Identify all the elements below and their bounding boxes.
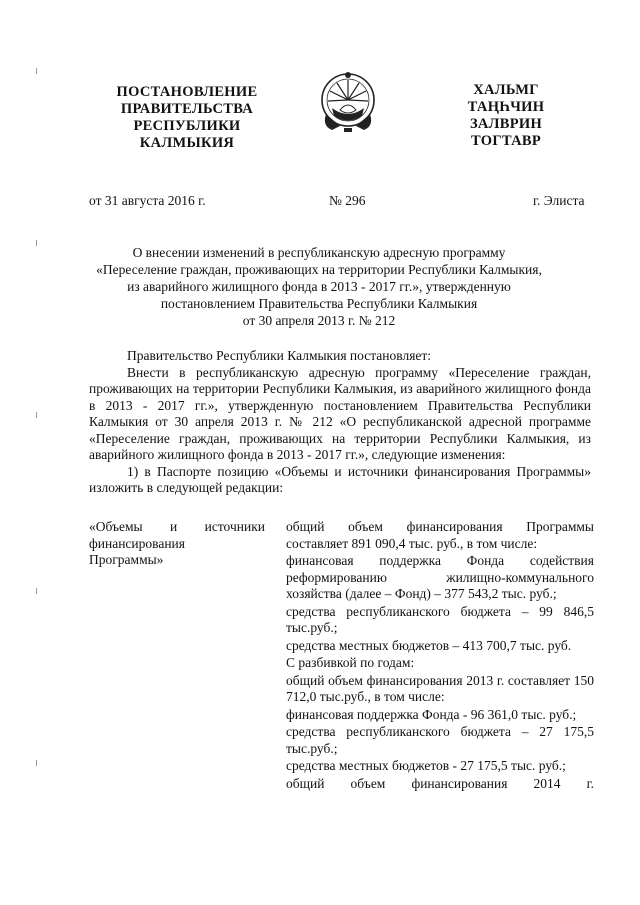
- header-right-line: ТАҢҺЧИН: [467, 99, 545, 115]
- financing-item: средства местных бюджетов – 413 700,7 тыс. руб.: [286, 637, 572, 653]
- financing-table-values: [286, 519, 594, 793]
- resolution-item-1: 1) в Паспорте позицию «Объемы и источники финансирования Программы» изложить в следующей редакции:: [89, 463, 591, 495]
- header-left-line: ПОСТАНОВЛЕНИЕ: [116, 84, 258, 100]
- financing-item: общий объем финансирования 2013 г. составляет 150 712,0 тыс.руб., в том числе:: [286, 672, 594, 704]
- financing-item: финансовая поддержка Фонда - 96 361,0 тыс. руб.;: [286, 706, 577, 722]
- scan-margin-mark: [36, 760, 37, 766]
- document-title: [78, 244, 560, 329]
- title-line: от 30 апреля 2013 г. № 212: [242, 313, 396, 328]
- document-number: № 296: [329, 193, 366, 208]
- header-right-line: ХАЛЬМГ: [473, 82, 539, 98]
- table-label-line: Программы»: [89, 552, 164, 567]
- header-left-title: [96, 84, 278, 152]
- scan-margin-mark: [36, 68, 37, 74]
- header-left-line: РЕСПУБЛИКИ: [133, 118, 241, 134]
- document-date: от 31 августа 2016 г.: [89, 193, 206, 208]
- header-right-title: [452, 82, 560, 150]
- title-line: О внесении изменений в республиканскую адресную программу: [132, 245, 506, 260]
- header-left-line: КАЛМЫКИЯ: [139, 135, 235, 151]
- financing-item: средства местных бюджетов - 27 175,5 тыс. руб.;: [286, 758, 566, 773]
- resolution-paragraph: Внести в республиканскую адресную программу «Переселение граждан, проживающих на территории Республики Калмыкия, из аварийного жилищного фонда в 2013 - 2017 гг.», утвержденную постановлением Правительства Республики Калмыкия от 30 апреля 2013 г. № 212 «О республиканской адресной программе «Переселение граждан, проживающих на территории Республики Калмыкия, из аварийного жилищного фонда в 2013 - 2017 гг.», следующие изменения:: [89, 364, 591, 462]
- document-body: [89, 348, 591, 497]
- table-label-line: «Объемы и источники: [89, 519, 265, 534]
- title-line: постановлением Правительства Республики Калмыкия: [160, 296, 478, 311]
- scan-margin-mark: [36, 412, 37, 418]
- header-right-line: ЗАЛВРИН: [469, 116, 543, 132]
- financing-table-label: [89, 519, 265, 569]
- financing-item: общий объем финансирования Программы составляет 891 090,4 тыс. руб., в том числе:: [286, 519, 594, 551]
- financing-item: финансовая поддержка Фонда содействия реформированию жилищно-коммунального хозяйства (далее – Фонд) – 377 543,2 тыс. руб.;: [286, 553, 594, 601]
- financing-item: С разбивкой по годам:: [286, 655, 415, 670]
- financing-item: общий объем финансирования 2014 г.: [286, 775, 594, 791]
- resolution-intro: Правительство Республики Калмыкия постановляет:: [127, 348, 432, 363]
- table-label-line: финансирования: [89, 535, 185, 551]
- scan-margin-mark: [36, 588, 37, 594]
- header-left-line: ПРАВИТЕЛЬСТВА: [120, 101, 254, 117]
- kalmykia-coat-of-arms-icon: [318, 70, 378, 138]
- title-line: «Переселение граждан, проживающих на территории Республики Калмыкия,: [96, 262, 542, 277]
- title-line: из аварийного жилищного фонда в 2013 - 2017 гг.», утвержденную: [127, 279, 511, 294]
- financing-item: средства республиканского бюджета – 27 175,5 тыс.руб.;: [286, 724, 594, 756]
- scan-margin-mark: [36, 240, 37, 246]
- document-city: г. Элиста: [533, 193, 585, 208]
- financing-item: средства республиканского бюджета – 99 846,5 тыс.руб.;: [286, 603, 594, 635]
- header-right-line: ТОГТАВР: [470, 133, 542, 149]
